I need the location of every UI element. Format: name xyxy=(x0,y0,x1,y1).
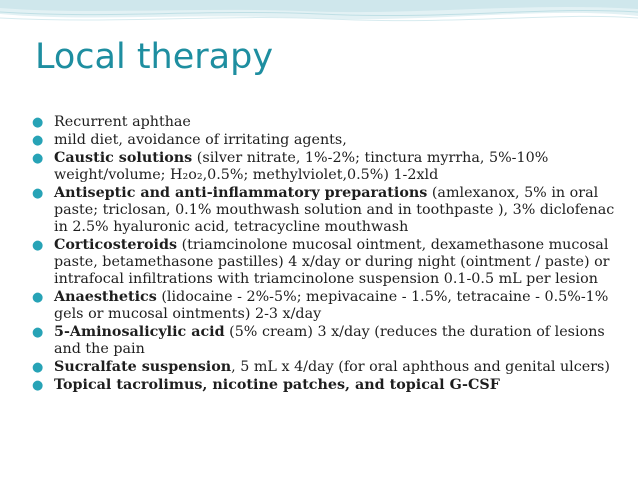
bullet-dot-icon: ● xyxy=(32,290,44,305)
bullet-bold-text: Antiseptic and anti-inflammatory preparations xyxy=(54,185,428,201)
bullet-bold-text: Caustic solutions xyxy=(54,150,193,166)
bullet-dot-icon: ● xyxy=(32,378,44,393)
bullet-bold-text: 5-Aminosalicylic acid xyxy=(54,324,225,340)
bullet-dot-icon: ● xyxy=(32,360,44,375)
bullet-bold-text: Corticosteroids xyxy=(54,237,178,253)
bullet-item xyxy=(28,237,618,288)
bullet-dot-icon: ● xyxy=(32,151,44,166)
bullet-item xyxy=(28,114,618,131)
bullet-text: (5% cream) 3 x/day (reduces the duration of lesions and the pain xyxy=(54,324,605,357)
bullet-item xyxy=(28,132,618,149)
bullet-text: mild diet, avoidance of irritating agents, xyxy=(54,132,347,148)
bullet-text: (lidocaine - 2%-5%; mepivacaine - 1.5%, tetracaine - 0.5%-1% gels or mucosal ointments) 2-3 x/day xyxy=(54,289,609,322)
bullet-text: Recurrent aphthae xyxy=(54,114,191,130)
bullet-dot-icon: ● xyxy=(32,186,44,201)
bullet-item xyxy=(28,185,618,236)
bullet-text: (amlexanox, 5% in oral paste; triclosan, 0.1% mouthwash solution and in toothpaste ), 3% diclofenac in 2.5% hyaluronic acid, tetracycline mouthwash xyxy=(54,185,615,235)
bullet-text: (triamcinolone mucosal ointment, dexamethasone mucosal paste, betamethasone pastilles) 4 x/day or during night (ointment / paste) or intrafocal infiltrations with triamcinolone suspension 0.1-0.5 mL per lesion xyxy=(54,237,610,287)
bullet-list xyxy=(28,114,618,395)
bullet-item xyxy=(28,324,618,358)
slide-title: Local therapy xyxy=(35,37,274,77)
bullet-bold-text: Sucralfate suspension xyxy=(54,359,232,375)
bullet-item xyxy=(28,359,618,376)
bullet-dot-icon: ● xyxy=(32,325,44,340)
decorative-header-band xyxy=(0,0,638,30)
bullet-bold-text: Topical tacrolimus, nicotine patches, and topical G-CSF xyxy=(54,377,500,393)
bullet-dot-icon: ● xyxy=(32,115,44,130)
bullet-item xyxy=(28,289,618,323)
bullet-dot-icon: ● xyxy=(32,238,44,253)
bullet-item xyxy=(28,150,618,184)
wave-decoration xyxy=(0,0,638,30)
bullet-text: (silver nitrate, 1%-2%; tinctura myrrha, 5%-10% weight/volume; H₂o₂,0.5%; methylviolet,0.5%) 1-2xld xyxy=(54,150,549,183)
bullet-item xyxy=(28,377,618,394)
bullet-dot-icon: ● xyxy=(32,133,44,148)
bullet-text: , 5 mL x 4/day (for oral aphthous and genital ulcers) xyxy=(231,359,610,375)
bullet-bold-text: Anaesthetics xyxy=(54,289,157,305)
